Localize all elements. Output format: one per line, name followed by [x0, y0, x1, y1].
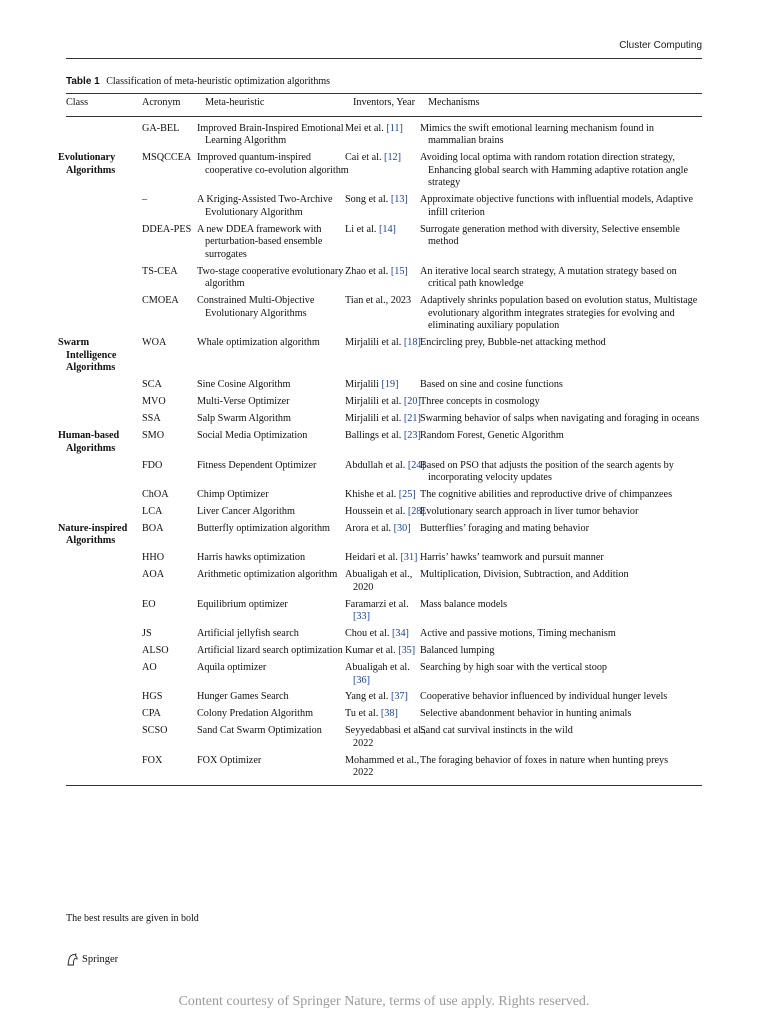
meta-heuristic-cell: Social Media Optimization — [197, 430, 308, 442]
class-cell — [66, 460, 142, 489]
acronym-cell: HGS — [142, 691, 163, 703]
citation-link[interactable]: [12] — [384, 152, 402, 164]
inventors-cell: Zhao et al. [15] — [345, 265, 408, 277]
mechanisms-cell: Mimics the swift emotional learning mechanism found in mammalian brains — [420, 122, 654, 147]
acronym-cell: WOA — [142, 337, 167, 349]
meta-heuristic-cell: Whale optimization algorithm — [197, 337, 320, 349]
meta-heuristic-cell: Liver Cancer Algorithm — [197, 505, 295, 517]
inventors-cell: Tu et al. [38] — [345, 708, 398, 720]
col-header-mechanisms: Mechanisms — [428, 94, 702, 117]
mechanisms-cell: Sand cat survival instincts in the wild — [420, 725, 573, 737]
meta-heuristic-cell: Multi-Verse Optimizer — [197, 396, 290, 408]
class-cell — [66, 725, 142, 754]
acronym-cell: AO — [142, 661, 157, 673]
citation-link[interactable]: [25] — [398, 489, 416, 500]
table-row — [66, 413, 702, 430]
class-cell — [66, 379, 142, 396]
class-cell — [66, 628, 142, 645]
inventors-cell: Li et al. [14] — [345, 223, 396, 235]
class-cell: Swarm Intelligence Algorithms — [58, 337, 117, 374]
meta-heuristic-cell: Improved quantum-inspired cooperative co-evolution algorithm — [197, 152, 349, 176]
inventors-cell: Ballings et al. [23] — [345, 430, 421, 442]
meta-heuristic-cell: FOX Optimizer — [205, 755, 353, 786]
citation-link[interactable]: [28] — [407, 505, 425, 517]
table-row — [66, 569, 702, 598]
citation-link[interactable]: [30] — [393, 522, 411, 534]
class-cell — [66, 662, 142, 691]
acronym-cell: CPA — [142, 708, 161, 720]
acronym-cell: CMOEA — [142, 295, 179, 307]
col-header-class: Class — [66, 94, 142, 117]
table-footnote: The best results are given in bold — [66, 913, 199, 924]
citation-link[interactable]: [13] — [390, 194, 408, 206]
mechanisms-cell: Swarming behavior of salps when navigating and foraging in oceans — [420, 413, 700, 425]
class-cell — [66, 599, 142, 628]
table-row — [66, 396, 702, 413]
table-row — [66, 489, 702, 506]
publisher-logo — [66, 953, 118, 966]
springer-horse-icon — [66, 953, 79, 966]
inventors-cell: Mirjalili et al. [18] — [345, 337, 421, 349]
table-caption-text: Classification of meta-heuristic optimization algorithms — [106, 76, 331, 87]
citation-link[interactable]: [34] — [391, 628, 409, 640]
mechanisms-cell: Based on PSO that adjusts the position of the search agents by incorporating velocity updates — [420, 459, 674, 484]
class-cell — [66, 194, 142, 223]
meta-heuristic-cell: Arithmetic optimization algorithm — [197, 569, 338, 581]
acronym-cell: AOA — [142, 569, 165, 581]
citation-link[interactable]: [23] — [403, 430, 421, 442]
acronym-cell: TS-CEA — [142, 265, 178, 277]
table-row — [66, 645, 702, 662]
acronym-cell: SSA — [142, 413, 161, 425]
table-row — [66, 662, 702, 691]
inventors-cell: Song et al. [13] — [345, 194, 408, 206]
mechanisms-cell: Multiplication, Division, Subtraction, and Addition — [420, 569, 629, 581]
acronym-cell: ChOA — [142, 489, 169, 500]
mechanisms-cell: Approximate objective functions with influential models, Adaptive infill criterion — [420, 194, 694, 218]
inventors-cell: Abdullah et al. [24] — [345, 459, 425, 471]
acronym-cell: BOA — [142, 522, 164, 534]
table-row — [66, 599, 702, 628]
acronym-cell: GA-BEL — [142, 122, 180, 134]
meta-heuristic-cell: Sine Cosine Algorithm — [197, 379, 291, 391]
mechanisms-cell: Balanced lumping — [420, 645, 495, 657]
citation-link[interactable]: [36] — [353, 674, 370, 686]
acronym-cell: – — [142, 194, 148, 206]
meta-heuristic-cell: Equilibrium optimizer — [197, 598, 288, 610]
class-cell — [66, 552, 142, 569]
meta-heuristic-cell: Salp Swarm Algorithm — [197, 413, 291, 425]
meta-heuristic-cell: Artificial jellyfish search — [197, 628, 299, 640]
col-header-acronym: Acronym — [142, 94, 205, 117]
meta-heuristic-cell: Colony Predation Algorithm — [197, 708, 314, 720]
class-cell: Human-based Algorithms — [58, 430, 120, 454]
mechanisms-cell: The cognitive abilities and reproductive drive of chimpanzees — [420, 489, 673, 500]
mechanisms-cell: Three concepts in cosmology — [420, 396, 540, 408]
mechanisms-cell: Harris’ hawks’ teamwork and pursuit manner — [420, 552, 604, 564]
mechanisms-cell: Evolutionary search approach in liver tumor behavior — [420, 505, 639, 517]
class-cell — [66, 506, 142, 523]
meta-heuristic-cell: Constrained Multi-Objective Evolutionary Algorithms — [197, 295, 315, 319]
table-row — [66, 628, 702, 645]
citation-link[interactable]: [15] — [390, 265, 408, 277]
mechanisms-cell: The foraging behavior of foxes in nature when hunting preys — [428, 755, 702, 786]
mechanisms-cell: Butterflies’ foraging and mating behavior — [420, 522, 589, 534]
class-cell — [66, 755, 142, 786]
journal-name: Cluster Computing — [619, 40, 702, 51]
col-header-inventors-year: Inventors, Year — [353, 94, 428, 117]
table-row — [66, 224, 702, 266]
meta-heuristic-cell: Fitness Dependent Optimizer — [197, 459, 317, 471]
class-cell — [66, 691, 142, 708]
table-row — [66, 430, 702, 459]
mechanisms-cell: Active and passive motions, Timing mechanism — [420, 628, 616, 640]
courtesy-notice: Content courtesy of Springer Nature, terms of use apply. Rights reserved. — [178, 994, 590, 1009]
acronym-cell: EO — [142, 598, 156, 610]
meta-heuristic-cell: A Kriging-Assisted Two-Archive Evolutionary Algorithm — [197, 194, 333, 218]
table-row — [66, 523, 702, 552]
meta-heuristic-cell: Aquila optimizer — [197, 661, 267, 673]
class-cell — [66, 645, 142, 662]
inventors-cell: Faramarzi et al. [33] — [345, 598, 409, 623]
mechanisms-cell: An iterative local search strategy, A mutation strategy based on critical path knowledge — [420, 265, 677, 290]
citation-link[interactable]: [18] — [403, 337, 421, 349]
meta-heuristic-cell: Sand Cat Swarm Optimization — [197, 725, 322, 737]
table-row — [66, 708, 702, 725]
mechanisms-cell: Encircling prey, Bubble-net attacking method — [420, 337, 606, 349]
table-row — [66, 337, 702, 379]
inventors-cell: Chou et al. [34] — [345, 628, 409, 640]
meta-heuristic-cell: Improved Brain-Inspired Emotional Learning Algorithm — [197, 122, 344, 147]
inventors-cell: Houssein et al. [28] — [345, 505, 425, 517]
citation-link[interactable]: [33] — [353, 611, 370, 623]
mechanisms-cell: Avoiding local optima with random rotation direction strategy, Enhancing global search with Hamming adaptive rotation angle strategy — [420, 152, 688, 189]
meta-heuristic-cell: Two-stage cooperative evolutionary algorithm — [197, 265, 344, 290]
table-row — [66, 506, 702, 523]
mechanisms-cell: Based on sine and cosine functions — [420, 379, 563, 391]
table-row — [66, 116, 702, 152]
table-row — [66, 152, 702, 194]
table-row — [66, 194, 702, 223]
class-cell — [66, 569, 142, 598]
table-header-row — [66, 94, 702, 117]
inventors-cell: Mohammed et al., 2022 — [353, 755, 428, 786]
inventors-cell: Mirjalili et al. [20] — [345, 396, 421, 408]
class-cell — [66, 116, 142, 152]
header-rule — [66, 58, 702, 59]
inventors-cell: Mirjalili [19] — [345, 379, 399, 391]
inventors-cell: Mei et al. [11] — [345, 122, 403, 134]
class-cell: Evolutionary Algorithms — [58, 152, 116, 176]
citation-link[interactable]: [37] — [390, 691, 408, 703]
table-row — [66, 725, 702, 754]
inventors-cell: Mirjalili et al. [21] — [345, 413, 421, 425]
class-cell: Nature-inspired Algorithms — [58, 522, 128, 547]
acronym-cell: FDO — [142, 459, 163, 471]
mechanisms-cell: Surrogate generation method with diversity, Selective ensemble method — [420, 223, 680, 248]
mechanisms-cell: Adaptively shrinks population based on evolution status, Multistage evolutionary algorithm integrates strategies for evolving and eliminating auxiliary population — [420, 295, 698, 332]
acronym-cell: DDEA-PES — [142, 223, 192, 235]
class-cell — [66, 295, 142, 337]
citation-link[interactable]: [38] — [380, 708, 398, 720]
table-row — [66, 460, 702, 489]
citation-link[interactable]: [11] — [386, 122, 403, 134]
citation-link[interactable]: [31] — [400, 552, 418, 564]
class-cell — [66, 396, 142, 413]
mechanisms-cell: Searching by high soar with the vertical stoop — [420, 661, 608, 673]
mechanisms-cell: Cooperative behavior influenced by individual hunger levels — [420, 691, 668, 703]
inventors-cell: Yang et al. [37] — [345, 691, 408, 703]
meta-heuristic-cell: Butterfly optimization algorithm — [197, 522, 330, 534]
acronym-cell: MVO — [142, 396, 166, 408]
class-cell — [66, 266, 142, 295]
inventors-cell: Kumar et al. [35] — [345, 645, 416, 657]
table-row — [66, 691, 702, 708]
citation-link[interactable]: [21] — [403, 413, 421, 425]
citation-link[interactable]: [14] — [378, 223, 396, 235]
inventors-cell: Tian et al., 2023 — [345, 295, 412, 307]
acronym-cell: SCA — [142, 379, 162, 391]
mechanisms-cell: Selective abandonment behavior in hunting animals — [420, 708, 632, 720]
col-header-meta-heuristic: Meta-heuristic — [205, 94, 353, 117]
acronym-cell: SCSO — [142, 725, 168, 737]
inventors-cell: Abualigah et al. [36] — [345, 661, 410, 686]
table-label: Table 1 — [66, 76, 100, 87]
table-caption — [66, 76, 330, 87]
meta-heuristic-cell: Chimp Optimizer — [197, 489, 269, 500]
acronym-cell: MSQCCEA — [142, 152, 192, 164]
mechanisms-cell: Mass balance models — [420, 598, 508, 610]
classification-table — [58, 93, 702, 786]
class-cell — [66, 224, 142, 266]
inventors-cell: Heidari et al. [31] — [345, 552, 418, 564]
table-body — [58, 116, 702, 785]
inventors-cell: Cai et al. [12] — [345, 152, 402, 164]
inventors-cell: Abualigah et al., 2020 — [345, 569, 413, 593]
table-row — [66, 379, 702, 396]
meta-heuristic-cell: Hunger Games Search — [197, 691, 289, 703]
table-row — [66, 295, 702, 337]
meta-heuristic-cell: Artificial lizard search optimization — [197, 645, 343, 657]
class-cell — [66, 413, 142, 430]
citation-link[interactable]: [24] — [407, 459, 425, 471]
table-row — [66, 755, 702, 786]
class-cell — [66, 708, 142, 725]
citation-link[interactable]: [19] — [381, 379, 399, 391]
class-cell — [66, 489, 142, 506]
table-row — [66, 266, 702, 295]
meta-heuristic-cell: Harris hawks optimization — [197, 552, 306, 564]
acronym-cell: JS — [142, 628, 152, 640]
meta-heuristic-cell: A new DDEA framework with perturbation-based ensemble surrogates — [197, 223, 323, 260]
acronym-cell: LCA — [142, 505, 163, 517]
inventors-cell: Khishe et al. [25] — [345, 489, 416, 500]
citation-link[interactable]: [20] — [403, 396, 421, 408]
inventors-cell: Arora et al. [30] — [345, 522, 411, 534]
mechanisms-cell: Random Forest, Genetic Algorithm — [420, 430, 564, 442]
publisher-name: Springer — [82, 954, 119, 965]
acronym-cell: HHO — [142, 552, 165, 564]
acronym-cell: FOX — [142, 755, 205, 786]
acronym-cell: SMO — [142, 430, 165, 442]
citation-link[interactable]: [35] — [398, 645, 416, 657]
inventors-cell: Seyyedabbasi et al., 2022 — [345, 725, 426, 749]
acronym-cell: ALSO — [142, 645, 169, 657]
table-row — [66, 552, 702, 569]
